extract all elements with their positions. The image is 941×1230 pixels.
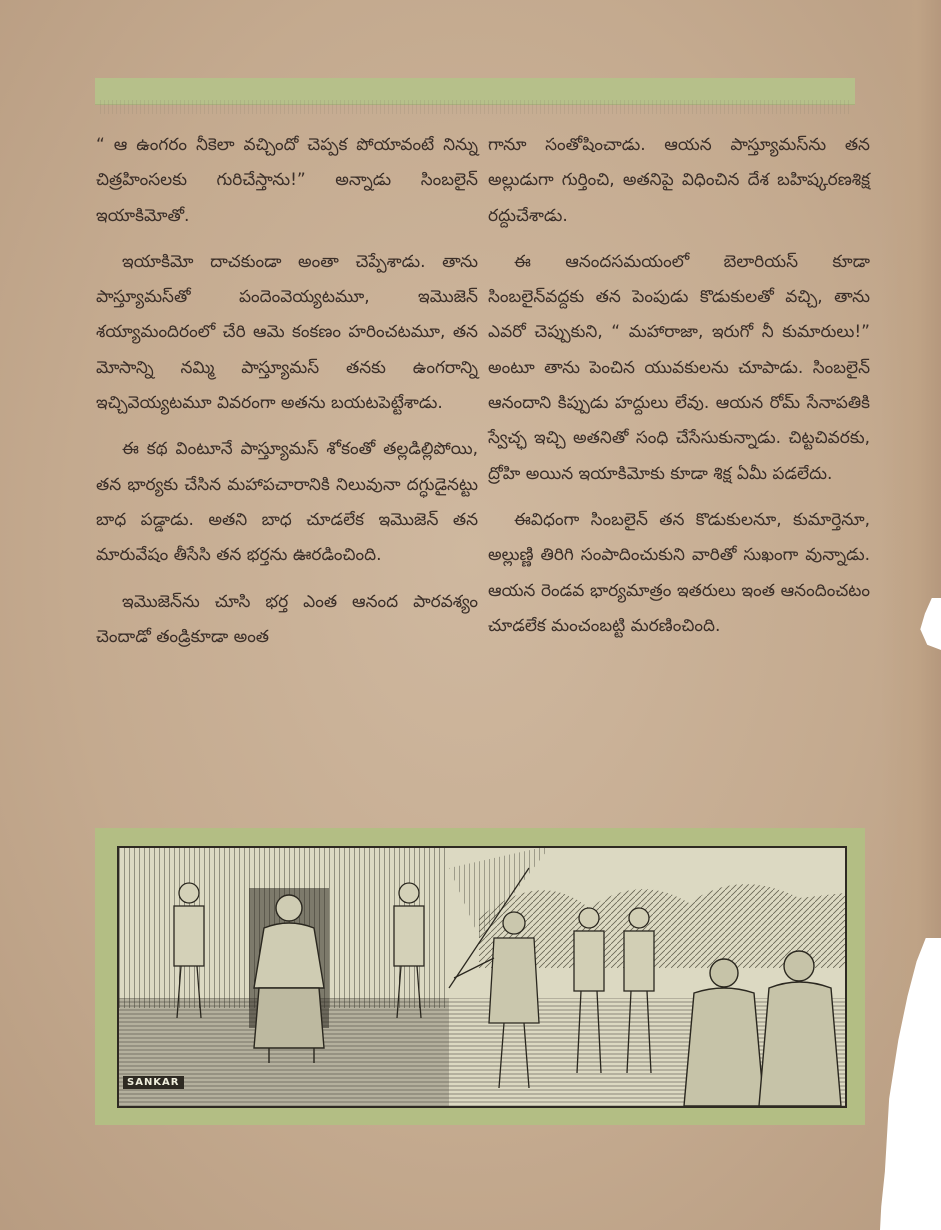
left-text-column: [96, 128, 478, 666]
illustration-court-scene: [117, 846, 847, 1108]
paragraph: “ ఆ ఉంగరం నీకెలా వచ్చిందో చెప్పక పోయావంటే నిన్ను చిత్రహింసలకు గురిచేస్తాను!” అన్నాడు సింబలైన్ ఇయాకిమోతో.: [96, 135, 478, 226]
paragraph: ఈవిధంగా సింబలైన్ తన కొడుకులనూ, కుమార్తెనూ, అల్లుణ్ణి తిరిగి సంపాదించుకుని వారితో సుఖంగా వున్నాడు. ఆయన రెండవ భార్యమాత్రం ఇతరులు ఇంత ఆనందించటం చూడలేక మంచంబట్టి మరణించింది.: [488, 509, 870, 636]
right-text-column: [488, 128, 870, 655]
paragraph: గానూ సంతోషించాడు. ఆయన పాస్త్యూమస్‌ను తన అల్లుడుగా గుర్తించి, అతనిపై విధించిన దేశ బహిష్కరణశిక్ష రద్దుచేశాడు.: [488, 135, 870, 226]
header-band-texture: [100, 100, 850, 114]
paragraph: ఈ ఆనందసమయంలో బెలారియస్ కూడా సింబలైన్‌వద్దకు తన పెంపుడు కొడుకులతో వచ్చి, తాను ఎవరో చెప్పుకుని, “ మహారాజా, ఇరుగో నీ కుమారులు!” అంటూ తాను పెంచిన యువకులను చూపాడు. సింబలైన్ ఆనందాని కిప్పుడు హద్దులు లేవు. ఆయన రోమ్ సేనాపతికి స్వేచ్ఛ ఇచ్చి అతనితో సంధి చేసేసుకున్నాడు. చిట్టచివరకు, ద్రోహి అయిన ఇయాకిమోకు కూడా శిక్ష ఏమీ పడలేదు.: [488, 251, 870, 484]
illustrator-signature: SANKAR: [123, 1076, 184, 1089]
paragraph: ఇమొజెన్‌ను చూసి భర్త ఎంత ఆనంద పారవశ్యం చెందాడో తండ్రికూడా అంత: [96, 591, 478, 647]
paragraph: ఈ కథ వింటూనే పాస్త్యూమస్ శోకంతో తల్లడిల్లిపోయి, తన భార్యకు చేసిన మహాపచారానికి నిలువునా దగ్ధుడైనట్టు బాధ పడ్డాడు. అతని బాధ చూడలేక ఇమొజెన్ తన మారువేషం తీసేసి తన భర్తను ఊరడించింది.: [96, 439, 478, 566]
paragraph: ఇయాకిమో దాచకుండా అంతా చెప్పేశాడు. తాను పాస్త్యూమస్‌తో పందెంవెయ్యటమూ, ఇమొజెన్ శయ్యామందిరంలో చేరి ఆమె కంకణం హరించటమూ, తన మోసాన్ని నమ్మి పాస్త్యూమస్ తనకు ఉంగరాన్ని ఇచ్చివెయ్యటమూ వివరంగా అతను బయటపెట్టేశాడు.: [96, 251, 478, 414]
illustration-drawing: [119, 848, 845, 1106]
